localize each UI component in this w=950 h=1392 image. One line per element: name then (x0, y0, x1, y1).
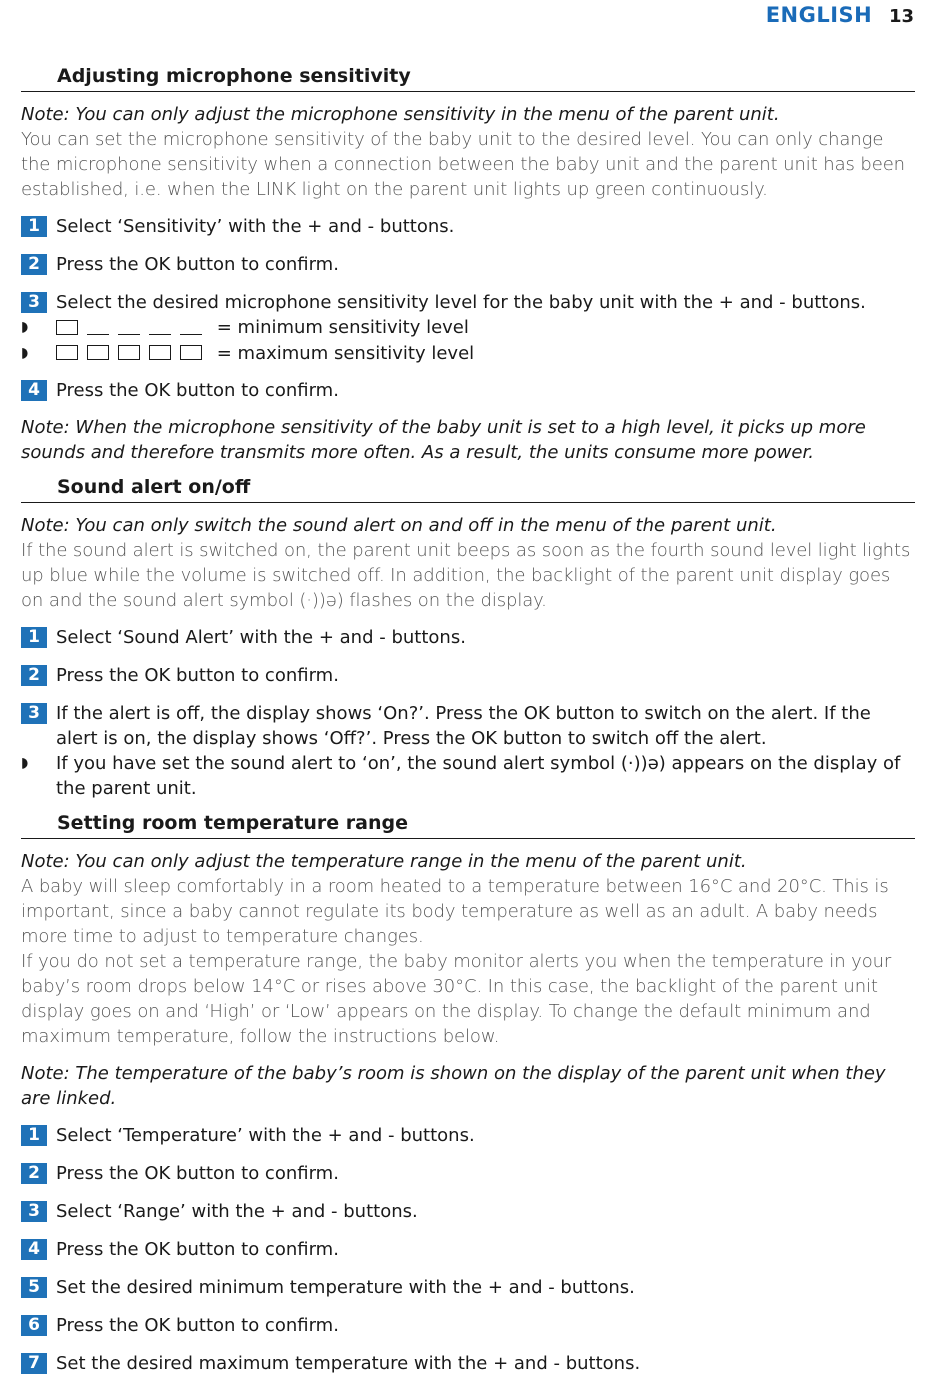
section-title-sound-alert: Sound alert on/off (21, 475, 915, 503)
step-number: 5 (21, 1277, 47, 1298)
step-text: Press the OK button to confirm. (56, 254, 339, 275)
step (21, 1237, 915, 1262)
step-number: 2 (21, 1163, 47, 1184)
step-number: 2 (21, 665, 47, 686)
step-number: 1 (21, 216, 47, 237)
note: Note: You can only adjust the microphone sensitivity in the menu of the parent unit. (21, 104, 780, 125)
note: Note: You can only adjust the temperature range in the menu of the parent unit. (21, 851, 747, 872)
step-text: If the alert is off, the display shows ‘On?’. Press the OK button to switch on the alert. If the alert is on, the display shows ‘Off?’. Press the OK button to switch off the alert. (56, 703, 871, 749)
body-text: You can set the microphone sensitivity of the baby unit to the desired level. You can only change the microphone sensitivity when a connection between the baby unit and the parent unit has been established, i.e. when the LINK light on the parent unit lights up green continuously. (21, 129, 905, 200)
step (21, 1351, 915, 1376)
bullet-item (21, 751, 915, 801)
body-text: If the sound alert is switched on, the parent unit beeps as soon as the fourth sound level light lights up blue while the volume is switched off. In addition, the backlight of the parent unit display goes on and the sound alert symbol (·))ə) flashes on the display. (21, 540, 911, 611)
section-title-microphone-sensitivity: Adjusting microphone sensitivity (21, 64, 915, 92)
step-number: 4 (21, 1239, 47, 1260)
step-text: Set the desired minimum temperature with the + and - buttons. (56, 1277, 635, 1298)
step (21, 1313, 915, 1338)
bullet-icon: ◗ (21, 319, 29, 335)
language-label: ENGLISH (765, 3, 873, 27)
sensitivity-level-max-icon (56, 341, 211, 366)
step-number: 3 (21, 1201, 47, 1222)
sensitivity-level-min-icon (56, 316, 211, 341)
page-content (21, 0, 915, 1376)
note: Note: You can only switch the sound alert on and off in the menu of the parent unit. (21, 515, 777, 536)
step-text: Press the OK button to confirm. (56, 1315, 339, 1336)
body-text: A baby will sleep comfortably in a room heated to a temperature between 16°C and 20°C. This is important, since a baby cannot regulate its body temperature as well as an adult. A baby needs more time to adjust to temperature changes. (21, 876, 889, 947)
step (21, 1161, 915, 1186)
body-text: If you do not set a temperature range, the baby monitor alerts you when the temperature in your baby’s room drops below 14°C or rises above 30°C. In this case, the backlight of the parent unit display goes on and ‘High’ or ‘Low’ appears on the display. To change the default minimum and maximum temperature, follow the instructions below. (21, 951, 892, 1047)
step (21, 625, 915, 650)
step (21, 378, 915, 403)
note: Note: When the microphone sensitivity of the baby unit is set to a high level, it picks up more sounds and therefore transmits more often. As a result, the units consume more power. (21, 417, 866, 463)
step-text: Press the OK button to confirm. (56, 1239, 339, 1260)
step-text: Select the desired microphone sensitivity level for the baby unit with the + and - buttons. (56, 292, 866, 313)
step-number: 1 (21, 627, 47, 648)
section-title-temperature-range: Setting room temperature range (21, 811, 915, 839)
step-number: 1 (21, 1125, 47, 1146)
step-text: Press the OK button to confirm. (56, 665, 339, 686)
bullet-icon: ◗ (21, 755, 29, 771)
step-number: 3 (21, 703, 47, 724)
step-text: Select ‘Range’ with the + and - buttons. (56, 1201, 418, 1222)
step-text: Press the OK button to confirm. (56, 380, 339, 401)
step-text: Select ‘Sound Alert’ with the + and - buttons. (56, 627, 466, 648)
bullet-item (21, 315, 915, 341)
step (21, 663, 915, 688)
step-text: Set the desired maximum temperature with the + and - buttons. (56, 1353, 641, 1374)
step-number: 6 (21, 1315, 47, 1336)
step-text: Select ‘Sensitivity’ with the + and - buttons. (56, 216, 455, 237)
bullet-icon: ◗ (21, 344, 29, 361)
note: Note: The temperature of the baby’s room is shown on the display of the parent unit when they are linked. (21, 1063, 886, 1109)
step-number: 4 (21, 380, 47, 401)
bullet-text: = minimum sensitivity level (216, 317, 469, 338)
step-number: 2 (21, 254, 47, 275)
step (21, 1123, 915, 1148)
step-text: Select ‘Temperature’ with the + and - buttons. (56, 1125, 475, 1146)
step-number: 7 (21, 1353, 47, 1374)
step-text: Press the OK button to confirm. (56, 1163, 339, 1184)
step (21, 214, 915, 239)
step (21, 252, 915, 277)
step-number: 3 (21, 292, 47, 313)
bullet-text: If you have set the sound alert to ‘on’, the sound alert symbol (·))ə) appears on the display of the parent unit. (56, 753, 901, 799)
bullet-text: = maximum sensitivity level (216, 342, 475, 364)
step (21, 701, 915, 751)
bullet-item (21, 341, 915, 367)
step (21, 1275, 915, 1300)
step (21, 290, 915, 315)
step (21, 1199, 915, 1224)
page-number: 13 (888, 6, 914, 27)
